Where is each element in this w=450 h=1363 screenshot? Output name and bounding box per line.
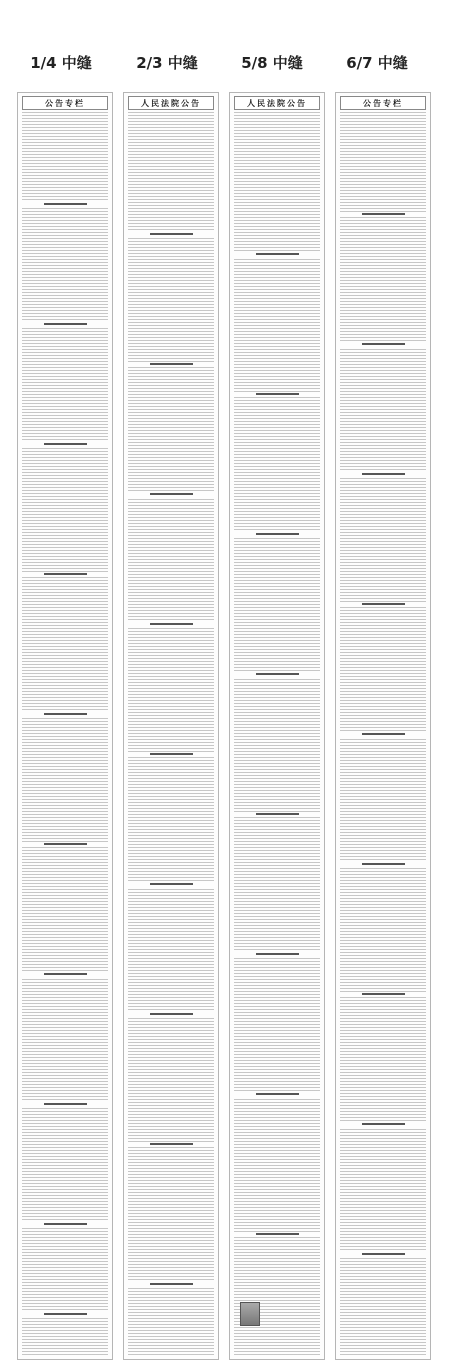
section-divider (340, 862, 426, 867)
section-divider (234, 952, 320, 957)
section-divider (340, 342, 426, 347)
notice-column-1 (17, 92, 113, 1360)
section-divider (22, 322, 108, 327)
column-text-block (22, 112, 108, 1355)
section-divider (340, 472, 426, 477)
column-label-6-7: 6/7 中缝 (346, 54, 408, 72)
section-divider (128, 492, 214, 497)
column-text-block (340, 112, 426, 1355)
section-divider (234, 672, 320, 677)
section-divider (128, 752, 214, 757)
notice-column-2 (123, 92, 219, 1360)
column-header: 人民法院公告 (128, 96, 214, 110)
column-text-block (128, 112, 214, 1355)
section-divider (340, 1122, 426, 1127)
column-header: 人民法院公告 (234, 96, 320, 110)
text-lines (234, 112, 320, 1355)
section-divider (22, 842, 108, 847)
column-header: 公告专栏 (22, 96, 108, 110)
section-divider (340, 1252, 426, 1257)
section-divider (22, 1312, 108, 1317)
section-divider (128, 1142, 214, 1147)
section-divider (128, 622, 214, 627)
section-divider (22, 202, 108, 207)
section-divider (22, 442, 108, 447)
section-divider (340, 602, 426, 607)
column-label-5-8: 5/8 中缝 (241, 54, 303, 72)
section-divider (22, 712, 108, 717)
section-divider (128, 232, 214, 237)
section-divider (234, 1092, 320, 1097)
section-divider (340, 732, 426, 737)
section-divider (340, 212, 426, 217)
section-divider (128, 1282, 214, 1287)
section-divider (128, 882, 214, 887)
section-divider (234, 812, 320, 817)
column-text-block (234, 112, 320, 1355)
section-divider (340, 992, 426, 997)
section-divider (128, 362, 214, 367)
column-header: 公告专栏 (340, 96, 426, 110)
section-divider (22, 972, 108, 977)
section-divider (22, 1102, 108, 1107)
section-divider (128, 1012, 214, 1017)
section-divider (234, 1232, 320, 1237)
notice-column-3 (229, 92, 325, 1360)
text-lines (22, 112, 108, 1355)
section-divider (234, 252, 320, 257)
section-divider (22, 1222, 108, 1227)
text-lines (128, 112, 214, 1355)
column-label-2-3: 2/3 中缝 (136, 54, 198, 72)
section-divider (234, 392, 320, 397)
section-divider (22, 572, 108, 577)
top-label-row (0, 52, 450, 86)
column-label-1-4: 1/4 中缝 (30, 54, 92, 72)
portrait-photo (240, 1302, 260, 1326)
notice-column-4 (335, 92, 431, 1360)
section-divider (234, 532, 320, 537)
